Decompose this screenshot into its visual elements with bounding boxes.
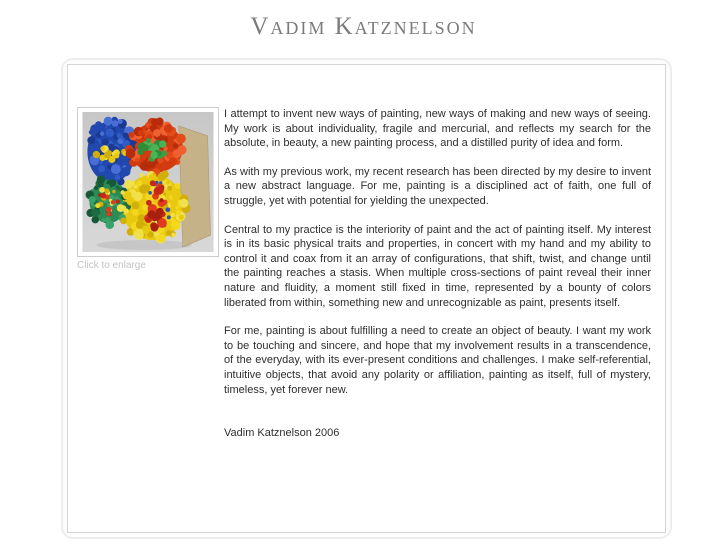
signature: Vadim Katznelson 2006 [224,427,340,440]
thumbnail-caption: Click to enlarge [77,260,146,271]
statement-paragraph: As with my previous work, my recent research has been directed by my desire to invent a new abstract language. For me, painting is a disciplined act of faith, one full of struggle, yet with potential for yielding the unexpected. [224,165,651,207]
statement-paragraph: I attempt to invent new ways of painting, new ways of making and new ways of seeing. My work is about individuality, fragile and mercurial, and reflects my search for the absolute, in beauty, a new painting process, and a distilled purity of idea and form. [224,108,651,150]
painting-image [82,112,214,252]
statement-paragraph: For me, painting is about fulfilling a need to create an object of beauty. I want my work to be touching and sincere, and hope that my involvement results in a transcendence, of the everyday, with its ever-present conditions and challenges. I make self-referential, intuitive objects, that avoid any polarity or affiliation, painting as itself, full of mystery, timeless, yet forever new. [224,325,651,396]
statement-paragraph: Central to my practice is the interiority of paint and the act of painting itself. My interest is in its basic physical traits and properties, in concert with my hand and my ability to control it and coax from it an array of configurations, that shift, twist, and change until the painting reaches a stasis. When multiple cross-sections of paint reveal their inner nature and fluidity, a moment still fixed in time, represented by a bounty of colors liberated from within, something new and unrecognizable as paint, presents itself. [224,223,651,309]
content-box [67,64,666,533]
artist-statement [224,107,651,514]
thumbnail-column [77,107,224,514]
page-title [0,0,727,41]
content-outer-frame [61,58,672,539]
page-title-text: Vadim Katznelson [250,13,477,40]
enlarge-thumbnail-link[interactable] [77,107,219,257]
